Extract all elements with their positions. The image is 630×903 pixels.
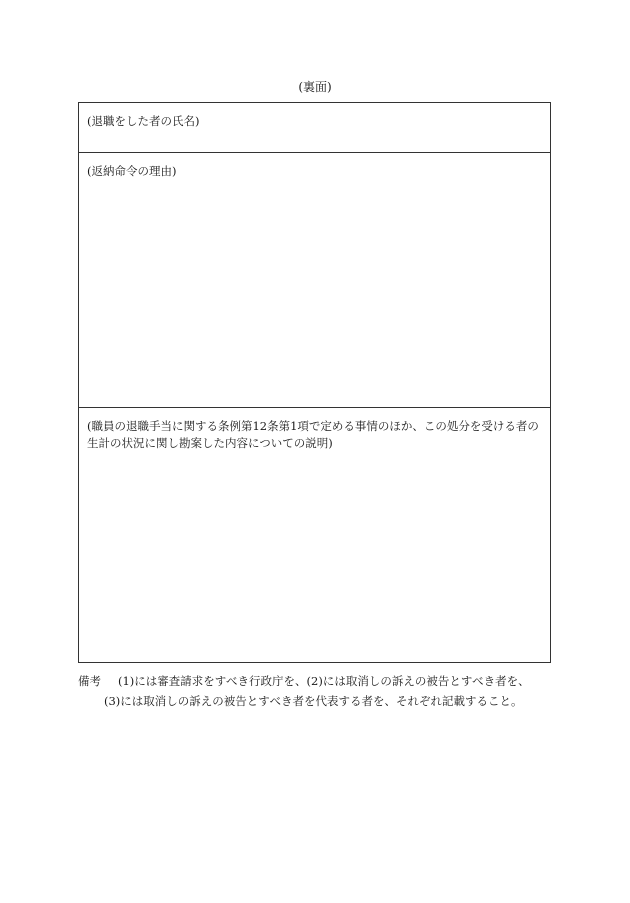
circumstances-explanation-label-line1: (職員の退職手当に関する条例第12条第1項で定める事情のほか、この処分を受ける者の: [87, 419, 539, 433]
page-heading: (裏面): [298, 80, 332, 94]
notes-label: 備考: [78, 674, 101, 688]
retiree-name-label: (退職をした者の氏名): [87, 114, 200, 128]
notes-text-2: (3)には取消しの訴えの被告とすべき者を代表する者を、それぞれ記載すること。: [104, 694, 523, 708]
notes-line-1: [78, 671, 558, 691]
return-order-reason-field[interactable]: [79, 153, 550, 408]
return-order-reason-label: (返納命令の理由): [87, 164, 177, 178]
notes-text-1: (1)には審査請求をすべき行政庁を、(2)には取消しの訴えの被告とすべき者を、: [118, 674, 530, 688]
circumstances-explanation-label-line2: 生計の状況に関し勘案した内容についての説明): [87, 436, 333, 450]
form-table: [78, 102, 551, 663]
retiree-name-field[interactable]: [79, 103, 550, 153]
circumstances-explanation-field[interactable]: [79, 408, 550, 662]
notes-section: [78, 671, 558, 711]
notes-line-2: [78, 691, 558, 711]
